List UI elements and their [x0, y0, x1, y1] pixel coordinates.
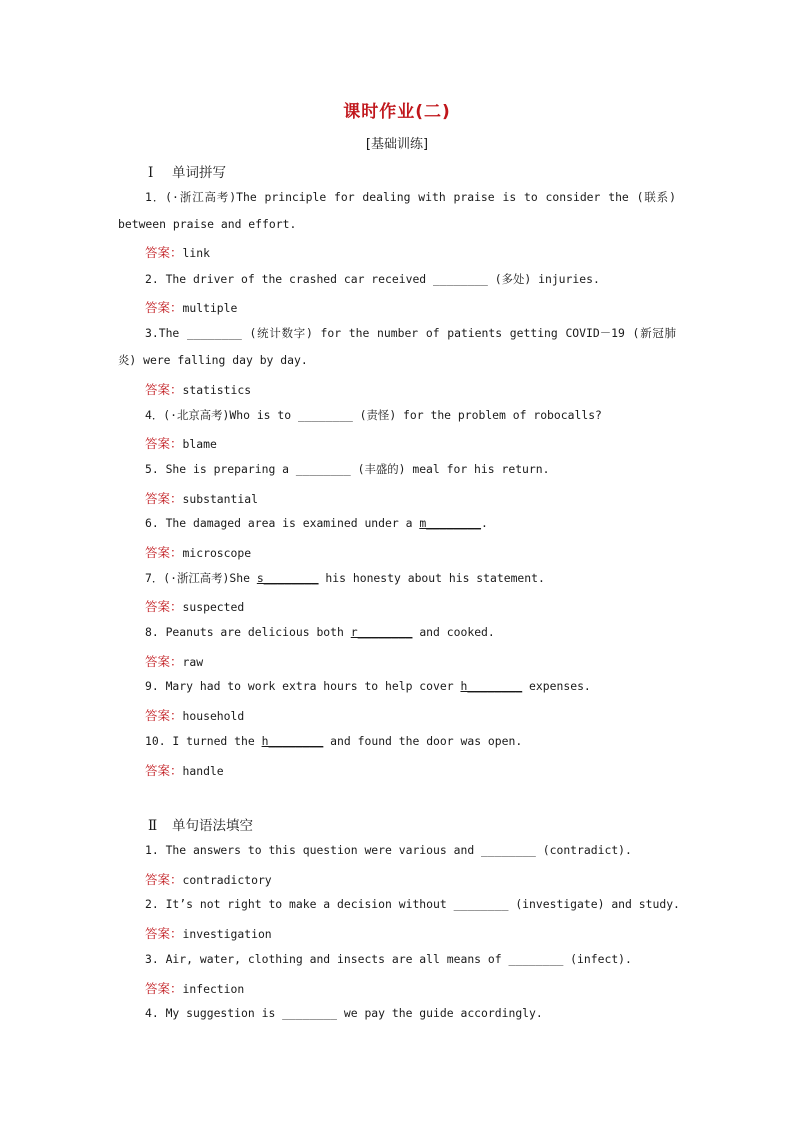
answer-label: 答案： [145, 599, 183, 614]
question-text: 7．(·浙江高考)She [145, 571, 257, 585]
answer [145, 434, 217, 452]
blank-hint: h________ [460, 679, 523, 693]
answer-label: 答案： [145, 872, 183, 887]
answer [145, 761, 224, 779]
answer-text: blame [182, 437, 217, 451]
answer-label: 答案： [145, 300, 183, 315]
question-text: and found the door was open. [323, 734, 523, 748]
question: 1．(·浙江高考)The principle for dealing with praise is to consider the (联系) between praise and effort. [118, 190, 676, 231]
answer-text: substantial [182, 492, 258, 506]
answer-text: suspected [182, 600, 245, 614]
section-heading [148, 814, 253, 834]
answer-label: 答案： [145, 382, 183, 397]
blank-hint: s________ [256, 571, 319, 585]
question [145, 734, 522, 748]
question-text: 10. I turned the [145, 734, 262, 748]
answer-label: 答案： [145, 545, 183, 560]
question: 3. Air, water, clothing and insects are all means of ________ (infect). [145, 952, 632, 966]
answer-text: infection [182, 982, 245, 996]
question-text: and cooked. [412, 625, 495, 639]
answer-label: 答案： [145, 491, 183, 506]
question: 3.The ________ (统计数字) for the number of patients getting COVID－19 (新冠肺炎) were falling day by day. [118, 326, 676, 367]
question-text: 8. Peanuts are delicious both [145, 625, 351, 639]
answer-label: 答案： [145, 926, 183, 941]
question: 1. The answers to this question were various and ________ (contradict). [145, 843, 632, 857]
answer [145, 597, 244, 615]
answer [145, 380, 251, 398]
answer-label: 答案： [145, 654, 183, 669]
answer [145, 543, 251, 561]
answer-label: 答案： [145, 763, 183, 778]
question-text: . [481, 516, 488, 530]
answer [145, 979, 244, 997]
answer-text: handle [182, 764, 224, 778]
section-number: Ⅱ [148, 818, 158, 834]
answer-text: statistics [182, 383, 252, 397]
question: 4．(·北京高考)Who is to ________ (责怪) for the problem of robocalls? [145, 408, 602, 422]
answer [145, 489, 258, 507]
answer-label: 答案： [145, 708, 183, 723]
answer-text: microscope [182, 546, 252, 560]
section-title: 单词拼写 [172, 165, 226, 181]
question: 2. The driver of the crashed car received ________ (多处) injuries. [145, 272, 600, 286]
section-number: Ⅰ [148, 165, 154, 181]
answer-text: raw [182, 655, 204, 669]
section-heading [148, 161, 226, 181]
question-text: expenses. [522, 679, 591, 693]
question-text: 6. The damaged area is examined under a [145, 516, 420, 530]
question [145, 516, 488, 530]
blank-hint: m________ [419, 516, 482, 530]
blank-hint: h________ [261, 734, 324, 748]
answer-label: 答案： [145, 436, 183, 451]
answer-text: link [182, 246, 210, 260]
question: 5. She is preparing a ________ (丰盛的) meal for his return. [145, 462, 550, 476]
answer [145, 298, 237, 316]
section-title: 单句语法填空 [172, 818, 253, 834]
answer-label: 答案： [145, 245, 183, 260]
answer-label: 答案： [145, 981, 183, 996]
question-text: 9. Mary had to work extra hours to help cover [145, 679, 461, 693]
question [145, 570, 545, 586]
answer [145, 924, 272, 942]
question-text: his honesty about his statement. [318, 571, 545, 585]
question [145, 679, 591, 693]
blank-hint: r________ [350, 625, 413, 639]
answer [145, 243, 210, 261]
question: 2. It’s not right to make a decision without ________ (investigate) and study. [145, 897, 680, 911]
answer-text: contradictory [182, 873, 272, 887]
answer-text: investigation [182, 927, 272, 941]
page-subtitle: [基础训练] [365, 137, 429, 152]
answer-text: multiple [182, 301, 238, 315]
answer [145, 870, 272, 888]
question: 4. My suggestion is ________ we pay the guide accordingly. [145, 1006, 543, 1020]
question [145, 625, 495, 639]
answer [145, 652, 203, 670]
answer [145, 706, 244, 724]
answer-text: household [182, 709, 245, 723]
page-title: 课时作业(二) [343, 102, 451, 122]
